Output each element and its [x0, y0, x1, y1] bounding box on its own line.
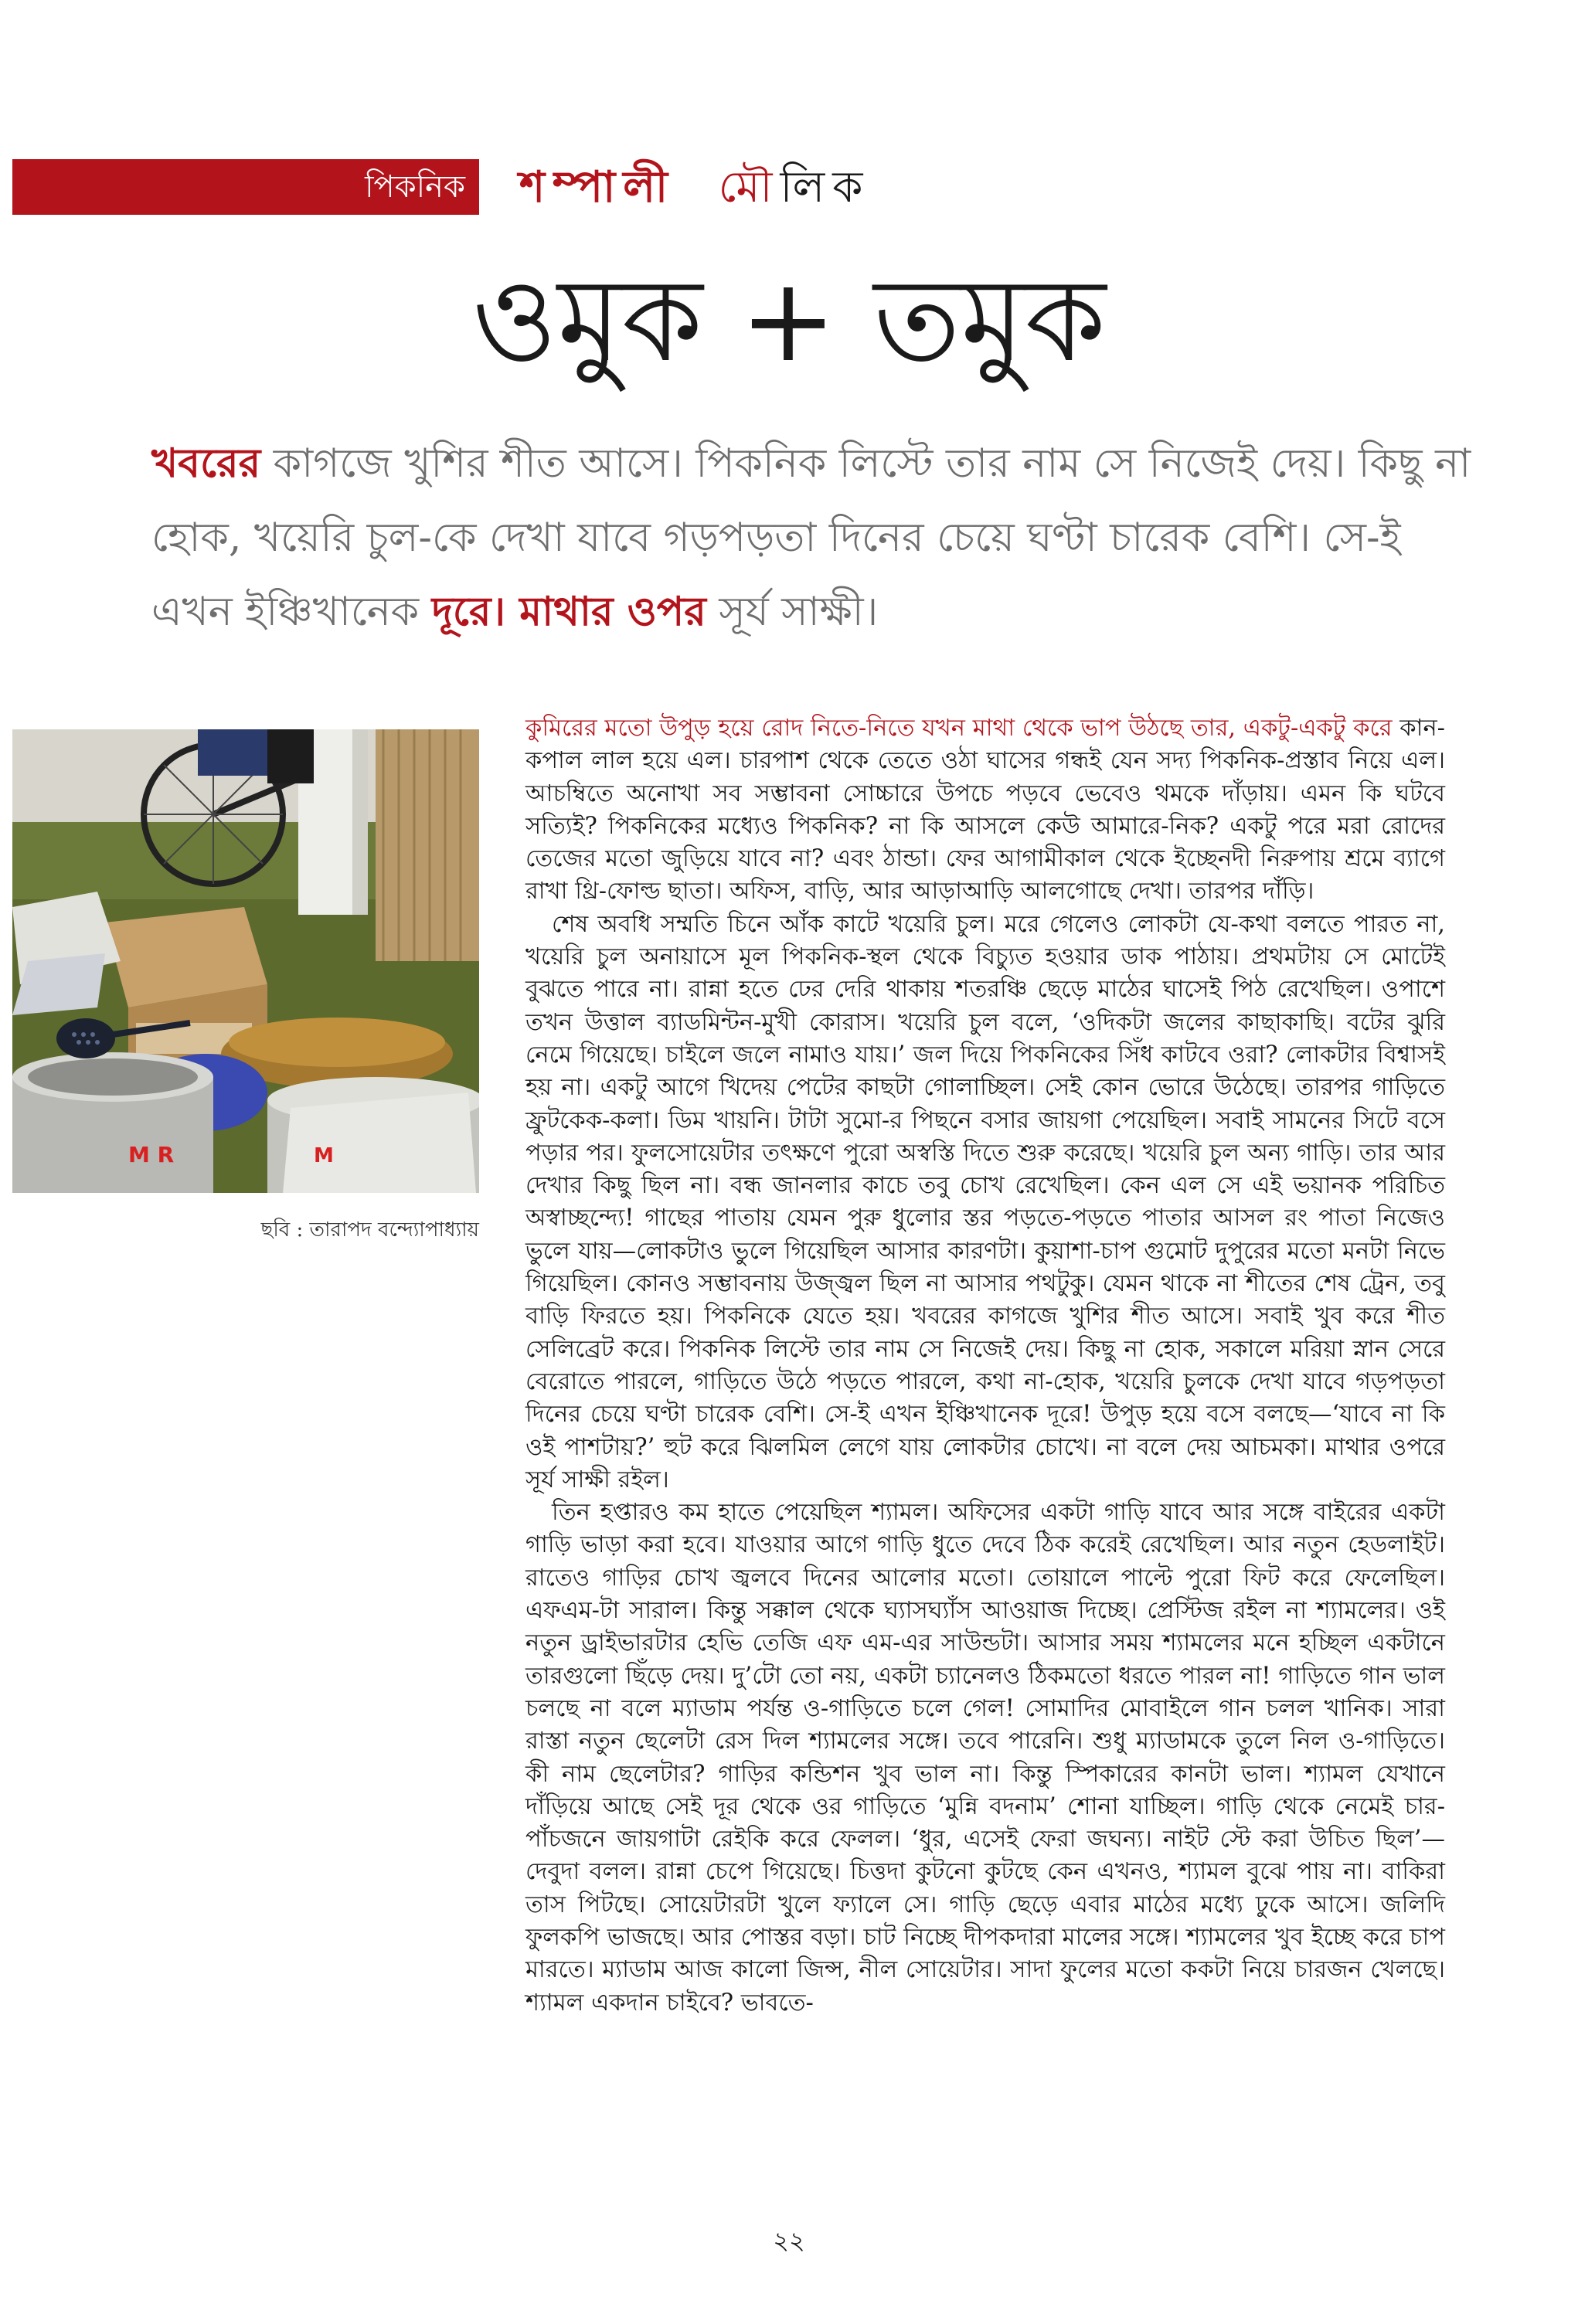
- article-body: [525, 712, 1445, 2020]
- lede-highlight: দূরে। মাথার ওপর: [431, 588, 706, 635]
- svg-text:M R: M R: [128, 1142, 175, 1167]
- body-lead: কুমিরের মতো উপুড় হয়ে রোদ নিতে-নিতে যখন মাথা থেকে ভাপ উঠছে তার, একটু-একটু করে: [525, 715, 1393, 742]
- lede-text-1: কাগজে খুশির শীত আসে। পিকনিক লিস্টে তার নাম সে নিজেই দেয়। কিছু না হোক, খয়েরি চুল-কে দেখা যাবে গড়পড়তা দিনের চেয়ে ঘণ্টা চারেক বেশি। সে-ই এখন ইঞ্চিখানেক: [151, 440, 1471, 635]
- body-paragraph-3: তিন হপ্তারও কম হাতে পেয়েছিল শ্যামল। অফিসের একটা গাড়ি যাবে আর সঙ্গে বাইরের একটা গাড়ি ভাড়া করা হবে। যাওয়ার আগে গাড়ি ধুতে দেবে ঠিক করেই রেখেছিল। আর নতুন হেডলাইট। রাতেও গাড়ির চোখ জ্বলবে দিনের আলোর মতো। তোয়ালে পাল্টে পুরো ফিট করে ফেলেছিল। এফএম-টা সারাল। কিন্তু সক্কাল থেকে ঘ্যাসঘ্যাঁস আওয়াজ দিচ্ছে। প্রেস্টিজ রইল না শ্যামলের। ওই নতুন ড্রাইভারটার হেভি তেজি এফ এম-এর সাউন্ডটা। আসার সময় শ্যামলের মনে হচ্ছিল একটানে তারগুলো ছিঁড়ে দেয়। দু’টো তো নয়, একটা চ্যানেলও ঠিকমতো ধরতে পারল না! গাড়িতে গান ভাল চলছে না বলে ম্যাডাম পর্যন্ত ও-গাড়িতে চলে গেল! সোমাদির মোবাইলে গান চলল খানিক। সারা রাস্তা নতুন ছেলেটা রেস দিল শ্যামলের সঙ্গে। তবে পারেনি। শুধু ম্যাডামকে তুলে নিল ও-গাড়িতে। কী নাম ছেলেটার? গাড়ির কন্ডিশন খুব ভাল না। কিন্তু স্পিকারের কানটা ভাল। শ্যামল যেখানে দাঁড়িয়ে আছে সেই দূর থেকে ওর গাড়িতে ‘মুন্নি বদনাম’ শোনা যাচ্ছিল। গাড়ি থেকে নেমেই চার-পাঁচজনে জায়গাটা রেইকি করে ফেলল। ‘ধুর, এসেই ফেরা জঘন্য। নাইট স্টে করা উচিত ছিল’—দেবুদা বলল। রান্না চেপে গিয়েছে। চিত্তদা কুটনো কুটছে কেন এখনও, শ্যামল বুঝে পায় না। বাকিরা তাস পিটছে। সোয়েটারটা খুলে ফ্যালে সে। গাড়ি ছেড়ে এবার মাঠের মধ্যে ঢুকে আসে। জলিদি ফুলকপি ভাজছে। আর পোস্তর বড়া। চাট নিচ্ছে দীপকদারা মালের সঙ্গে। শ্যামলের খুব ইচ্ছে করে চাপ মারতে। ম্যাডাম আজ কালো জিন্স, নীল সোয়েটার। সাদা ফুলের মতো ককটা নিয়ে চারজন খেলছে। শ্যামল একদান চাইবে? ভাবতে-: [525, 1499, 1445, 2017]
- body-paragraph-1-text: কান-কপাল লাল হয়ে এল। চারপাশ থেকে তেতে ওঠা ঘাসের গন্ধই যেন সদ্য পিকনিক-প্রস্তাব নিয়ে এল। আচম্বিতে অনোখা সব সম্ভাবনা সোচ্চারে উপচে পড়বে ভেবেও থমকে দাঁড়ায়। এমন কি ঘটবে সত্যিই? পিকনিকের মধ্যেও পিকনিক? না কি আসলে কেউ আমারে-নিক? একটু পরে মরা রোদের তেজের মতো জুড়িয়ে যাবে না? এবং ঠান্ডা। ফের আগামীকাল থেকে ইচ্ছেনদী নিরুপায় শ্রমে ব্যাগে রাখা থ্রি-ফোল্ড ছাতা। অফিস, বাড়ি, আর আড়াআড়ি আলগোছে দেখা। তারপর দাঁড়ি।: [525, 715, 1445, 905]
- photo-caption: ছবি : তারাপদ বন্দ্যোপাধ্যায়: [260, 1218, 479, 1242]
- author-last-name: [719, 162, 871, 212]
- svg-text:M: M: [314, 1144, 334, 1167]
- article-title: ওমুক + তমুক: [471, 253, 1107, 388]
- lede-first-word: খবরের: [151, 440, 261, 487]
- body-paragraph-1: [525, 712, 1445, 909]
- picnic-photo: [12, 729, 479, 1193]
- section-label: পিকনিক: [365, 169, 465, 205]
- article-lede: [151, 426, 1488, 649]
- section-bar: [12, 159, 479, 215]
- body-paragraph-2: শেষ অবধি সম্মতি চিনে আঁক কাটে খয়েরি চুল। মরে গেলেও লোকটা যে-কথা বলতে পারত না, খয়েরি চুল অনায়াসে মূল পিকনিক-স্থল থেকে বিচ্যুত হওয়ার ডাক পাঠায়। প্রথমটায় সে মোটেই বুঝতে পারে না। রান্না হতে ঢের দেরি থাকায় শতরঞ্চি ছেড়ে মাঠের ঘাসেই পিঠ রেখেছিল। ওপাশে তখন উত্তাল ব্যাডমিন্টন-মুখী কোরাস। খয়েরি চুল বলে, ‘ওদিকটা জলের কাছাকাছি। বটের ঝুরি নেমে গিয়েছে। চাইলে জলে নামাও যায়।’ জল দিয়ে পিকনিকের সিঁধ কাটবে ওরা? লোকটার বিশ্বাসই হয় না। একটু আগে খিদেয় পেটের কাছটা গোলাচ্ছিল। সেই কোন ভোরে উঠেছে। তারপর গাড়িতে ফ্রুটকেক-কলা। ডিম খায়নি। টাটা সুমো-র পিছনে বসার জায়গা পেয়েছিল। সবাই সামনের সিটে বসে পড়ার পর। ফুলসোয়েটার তৎক্ষণে পুরো অস্বস্তি দিতে শুরু করেছে। খয়েরি চুল অন্য গাড়ি। তার আর দেখার কিছু ছিল না। বন্ধ জানলার কাচে তবু চোখ রেখেছিল। কেন এল সে এই ভয়ানক পরিচিত অস্বাচ্ছন্দ্যে! গাছের পাতায় যেমন পুরু ধুলোর স্তর পড়তে-পড়তে পাতার আসল রং পাতা নিজেও ভুলে যায়—লোকটাও ভুলে গিয়েছিল আসার কারণটা। কুয়াশা-চাপ গুমোট দুপুরের মতো মনটা নিভে গিয়েছিল। কোনও সম্ভাবনায় উজ্জ্বল ছিল না আসার পথটুকু। যেমন থাকে না শীতের শেষ ট্রেন, তবু বাড়ি ফিরতে হয়। পিকনিকে যেতে হয়। খবরের কাগজে খুশির শীত আসে। সবাই খুব করে শীত সেলিব্রেট করে। পিকনিক লিস্টে তার নাম সে নিজেই দেয়। কিছু না হোক, সকালে মরিয়া স্নান সেরে বেরোতে পারলে, গাড়িতে উঠে পড়তে পারলে, কথা না-হোক, খয়েরি চুলকে দেখা যাবে গড়পড়তা দিনের চেয়ে ঘণ্টা চারেক বেশি। সে-ই এখন ইঞ্চিখানেক দূরে! উপুড় হয়ে বসে বলছে—‘যাবে না কি ওই পাশটায়?’ হুট করে ঝিলমিল লেগে যায় লোকটার চোখে। না বলে দেয় আচমকা। মাথার ওপরে সূর্য সাক্ষী রইল।: [525, 910, 1445, 1493]
- page-number: ২২: [773, 2226, 805, 2255]
- author-byline: [519, 158, 870, 216]
- lede-text-2: সূর্য সাক্ষী।: [706, 589, 879, 635]
- author-last-name-rest: লিক: [780, 162, 871, 212]
- author-first-name: শম্পালী: [519, 161, 676, 212]
- author-last-name-first: মৌ: [718, 162, 780, 212]
